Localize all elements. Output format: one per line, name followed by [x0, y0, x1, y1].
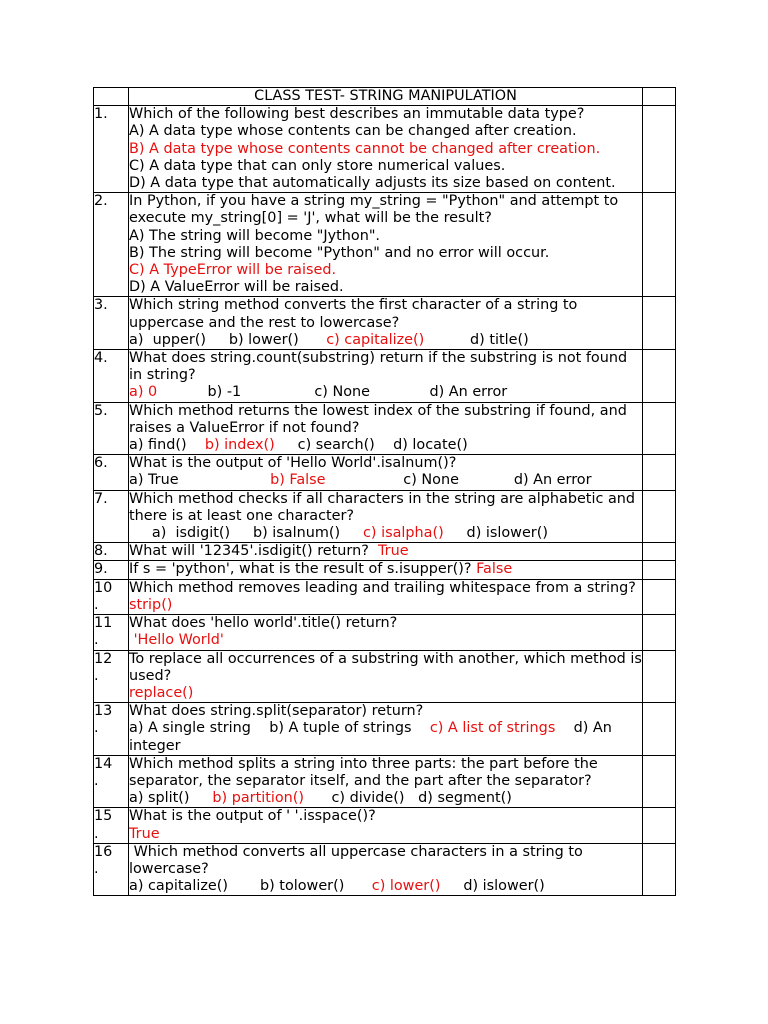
option-text: d) title() — [424, 331, 529, 348]
extra-cell — [643, 297, 676, 350]
question-line — [129, 685, 642, 702]
question-number: 10 . — [94, 579, 129, 614]
question-line — [129, 106, 642, 123]
option-text: a) A single string b) A tuple of strings — [129, 720, 430, 737]
question-row — [94, 193, 676, 297]
question-line — [129, 437, 642, 454]
option-text: A) A data type whose contents can be changed after creation. — [129, 123, 577, 140]
extra-cell — [643, 650, 676, 703]
question-text — [129, 106, 643, 193]
question-line — [129, 561, 642, 578]
option-text: Which method returns the lowest index of the substring if found, and raises a ValueError if not found? — [129, 402, 632, 436]
option-text: a) isdigit() b) isalnum() — [129, 525, 363, 542]
question-line — [129, 350, 642, 384]
answer-text: True — [129, 825, 160, 842]
question-number: 2. — [94, 193, 129, 297]
question-text — [129, 579, 643, 614]
extra-cell — [643, 490, 676, 543]
extra-cell — [643, 808, 676, 843]
question-line — [129, 615, 642, 632]
option-text: What does string.count(substring) return if the substring is not found in string? — [129, 350, 632, 384]
question-line — [129, 193, 642, 227]
extra-cell — [643, 106, 676, 193]
question-line — [129, 472, 642, 489]
option-text: A) The string will become "Jython". — [129, 227, 381, 244]
question-number: 12 . — [94, 650, 129, 703]
question-line — [129, 175, 642, 192]
question-text — [129, 561, 643, 579]
option-text: d) An integer — [129, 720, 617, 754]
question-number: 16 . — [94, 843, 129, 896]
option-text: c) divide() d) segment() — [304, 790, 512, 807]
question-number: 8. — [94, 543, 129, 561]
question-number: 15 . — [94, 808, 129, 843]
question-line — [129, 332, 642, 349]
extra-cell — [643, 843, 676, 896]
question-number: 3. — [94, 297, 129, 350]
extra-cell — [643, 350, 676, 403]
question-line — [129, 756, 642, 790]
question-line — [129, 123, 642, 140]
question-text — [129, 193, 643, 297]
question-number: 7. — [94, 490, 129, 543]
question-row — [94, 106, 676, 193]
question-row — [94, 490, 676, 543]
question-line — [129, 158, 642, 175]
question-line — [129, 790, 642, 807]
question-text — [129, 755, 643, 808]
question-line — [129, 455, 642, 472]
answer-text: strip() — [129, 596, 173, 613]
question-text — [129, 543, 643, 561]
question-number: 5. — [94, 402, 129, 455]
question-row — [94, 703, 676, 756]
extra-cell — [643, 193, 676, 297]
question-number: 9. — [94, 561, 129, 579]
question-number: 4. — [94, 350, 129, 403]
question-row — [94, 579, 676, 614]
question-row — [94, 843, 676, 896]
answer-text: a) 0 — [129, 384, 158, 401]
answer-text: b) False — [270, 472, 326, 489]
option-text: a) True — [129, 472, 271, 489]
answer-text: b) index() — [204, 437, 275, 454]
question-line — [129, 491, 642, 525]
question-line — [129, 297, 642, 331]
question-row — [94, 455, 676, 490]
extra-cell — [643, 579, 676, 614]
question-text — [129, 402, 643, 455]
question-line — [129, 403, 642, 437]
question-line — [129, 543, 642, 560]
answer-text: b) partition() — [212, 790, 305, 807]
option-text: Which string method converts the first character of a string to uppercase and the rest to lowercase? — [129, 297, 582, 331]
question-text — [129, 455, 643, 490]
option-text: D) A data type that automatically adjusts its size based on content. — [129, 175, 616, 192]
answer-text: C) A TypeError will be raised. — [129, 262, 337, 279]
question-text — [129, 490, 643, 543]
extra-cell — [643, 455, 676, 490]
question-line — [129, 844, 642, 878]
option-text: Which method checks if all characters in the string are alphabetic and there is at least one character? — [129, 490, 640, 524]
question-text — [129, 615, 643, 650]
extra-cell — [643, 561, 676, 579]
option-text: If s = 'python', what is the result of s.isupper()? — [129, 561, 477, 578]
question-line — [129, 808, 642, 825]
question-number: 1. — [94, 106, 129, 193]
question-row — [94, 755, 676, 808]
question-text — [129, 703, 643, 756]
question-line — [129, 650, 647, 685]
option-text: What is the output of ' '.isspace()? — [129, 808, 376, 825]
question-line — [129, 384, 642, 401]
option-text: What does 'hello world'.title() return? — [129, 615, 398, 632]
answer-text: c) lower() — [371, 878, 441, 895]
option-text: a) find() — [129, 437, 205, 454]
answer-text: True — [377, 543, 409, 560]
answer-text: 'Hello World' — [129, 632, 224, 649]
question-line — [129, 703, 642, 720]
question-line — [129, 525, 642, 542]
question-text — [129, 808, 643, 843]
option-text: Which method splits a string into three parts: the part before the separator, the separator itself, and the part after the separator? — [129, 755, 603, 789]
question-row — [94, 350, 676, 403]
test-title: CLASS TEST- STRING MANIPULATION — [129, 88, 643, 106]
answer-text: replace() — [129, 684, 194, 701]
option-text: Which method removes leading and trailing whitespace from a string? — [129, 579, 641, 596]
question-number: 13 . — [94, 703, 129, 756]
question-row — [94, 808, 676, 843]
title-row — [94, 88, 676, 106]
title-blank-cell — [94, 88, 129, 106]
option-text: Which of the following best describes an immutable data type? — [129, 106, 585, 123]
class-test-table — [93, 87, 676, 896]
question-line — [129, 245, 642, 262]
question-line — [129, 262, 642, 279]
question-line — [129, 720, 642, 754]
question-text — [129, 297, 643, 350]
question-text — [129, 650, 647, 703]
option-text: Which method converts all uppercase characters in a string to lowercase? — [129, 843, 588, 877]
answer-text: c) capitalize() — [326, 331, 425, 348]
question-line — [129, 141, 642, 158]
answer-text: c) isalpha() — [362, 525, 444, 542]
extra-cell — [643, 755, 676, 808]
question-number: 14 . — [94, 755, 129, 808]
option-text: What does string.split(separator) return? — [129, 703, 424, 720]
option-text: D) A ValueError will be raised. — [129, 279, 344, 296]
option-text: d) islower() — [440, 878, 545, 895]
question-row — [94, 543, 676, 561]
option-text: a) split() — [129, 790, 213, 807]
question-row — [94, 402, 676, 455]
option-text: C) A data type that can only store numerical values. — [129, 157, 506, 174]
extra-cell — [643, 615, 676, 650]
option-text: What will '12345'.isdigit() return? — [129, 543, 378, 560]
question-line — [129, 279, 642, 296]
question-text — [129, 350, 643, 403]
option-text: c) search() d) locate() — [274, 437, 468, 454]
option-text: To replace all occurrences of a substring with another, which method is used? — [129, 650, 647, 684]
question-line — [129, 228, 642, 245]
answer-text: B) A data type whose contents cannot be changed after creation. — [129, 140, 601, 157]
title-extra-cell — [643, 88, 676, 106]
option-text: c) None d) An error — [325, 472, 592, 489]
option-text: B) The string will become "Python" and no error will occur. — [129, 244, 550, 261]
extra-cell — [643, 703, 676, 756]
question-number: 6. — [94, 455, 129, 490]
answer-text: c) A list of strings — [429, 720, 556, 737]
question-row — [94, 561, 676, 579]
question-row — [94, 297, 676, 350]
question-line — [129, 632, 642, 649]
table-body — [94, 88, 676, 896]
extra-cell — [643, 402, 676, 455]
option-text: In Python, if you have a string my_string = "Python" and attempt to execute my_string[0] = 'J', what will be the result? — [129, 193, 623, 227]
question-line — [129, 878, 642, 895]
answer-text: False — [476, 561, 513, 578]
question-row — [94, 615, 676, 650]
extra-cell — [643, 543, 676, 561]
option-text: b) -1 c) None d) An error — [157, 384, 508, 401]
question-line — [129, 826, 642, 843]
option-text: d) islower() — [443, 525, 548, 542]
option-text: a) upper() b) lower() — [129, 331, 327, 348]
question-line — [129, 580, 642, 614]
question-number: 11 . — [94, 615, 129, 650]
question-row — [94, 650, 676, 703]
question-text — [129, 843, 643, 896]
option-text: What is the output of 'Hello World'.isalnum()? — [129, 455, 457, 472]
option-text: a) capitalize() b) tolower() — [129, 878, 372, 895]
